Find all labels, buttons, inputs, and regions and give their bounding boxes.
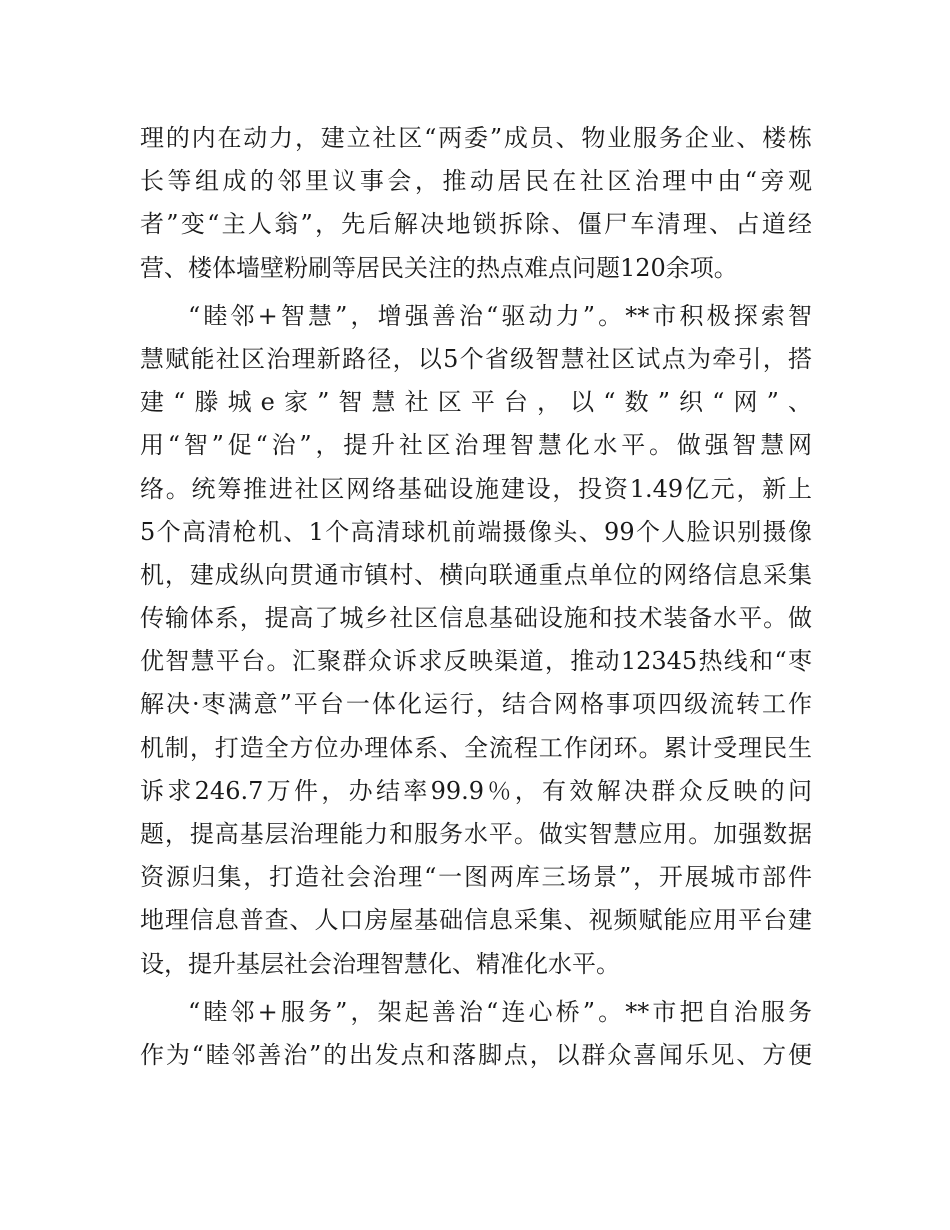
text-line: 建“滕城e家”智慧社区平台，以“数”织“网”、: [140, 388, 812, 417]
text-line: 用“智”促“治”，提升社区治理智慧化水平。做强智慧网: [140, 431, 812, 460]
text-line: 慧赋能社区治理新路径，以5个省级智慧社区试点为牵引，搭: [140, 344, 812, 373]
text-line: “睦邻+服务”，架起善治“连心桥”。**市把自治服务: [188, 997, 812, 1026]
paragraph-community-service: [140, 991, 812, 1077]
text-line: 题，提高基层治理能力和服务水平。做实智慧应用。加强数据: [140, 820, 812, 848]
text-line: 营、楼体墙壁粉刷等居民关注的热点难点问题120余项。: [140, 253, 738, 282]
text-line: 者”变“主人翁”，先后解决地锁拆除、僵尸车清理、占道经: [140, 210, 812, 239]
paragraph-community-council: [140, 117, 812, 290]
text-line: 机，建成纵向贯通市镇村、横向联通重点单位的网络信息采集: [140, 560, 812, 589]
text-line: 5个高清枪机、1个高清球机前端摄像头、99个人脸识别摄像: [140, 517, 812, 546]
text-line: 设，提升基层社会治理智慧化、精准化水平。: [140, 949, 620, 978]
text-line: “睦邻+智慧”，增强善治“驱动力”。**市积极探索智: [188, 301, 812, 330]
text-line: 作为“睦邻善治”的出发点和落脚点，以群众喜闻乐见、方便: [140, 1040, 812, 1069]
text-line: 传输体系，提高了城乡社区信息基础设施和技术装备水平。做: [140, 604, 812, 633]
text-line: 资源归集，打造社会治理“一图两库三场景”，开展城市部件: [140, 863, 812, 892]
text-line: 解决·枣满意”平台一体化运行，结合网格事项四级流转工作: [140, 690, 812, 719]
text-line: 理的内在动力，建立社区“两委”成员、物业服务企业、楼栋: [140, 124, 812, 152]
text-line: 络。统筹推进社区网络基础设施建设，投资1.49亿元，新上: [140, 474, 812, 503]
text-line: 诉求246.7万件，办结率99.9％，有效解决群众反映的问: [140, 776, 812, 805]
paragraph-smart-governance: [140, 295, 812, 986]
text-line: 优智慧平台。汇聚群众诉求反映渠道，推动12345热线和“枣: [140, 647, 812, 676]
text-line: 长等组成的邻里议事会，推动居民在社区治理中由“旁观: [140, 167, 812, 196]
document-body: [140, 117, 812, 1082]
text-line: 机制，打造全方位办理体系、全流程工作闭环。累计受理民生: [140, 733, 812, 762]
text-line: 地理信息普查、人口房屋基础信息采集、视频赋能应用平台建: [140, 906, 812, 935]
